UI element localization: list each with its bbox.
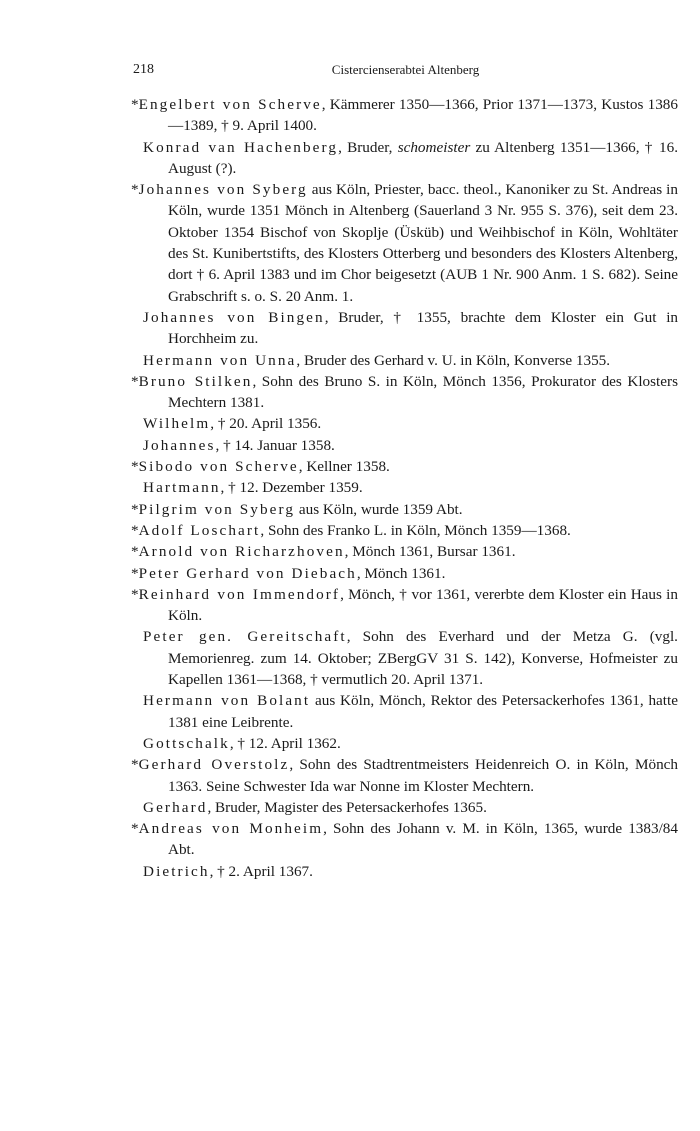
- person-name: Peter Gerhard von Diebach: [138, 564, 357, 582]
- list-item: [131, 754, 678, 797]
- entry-text: , Kämmerer 1350—1366, Prior 1371—1373, Kustos 1386—1389, † 9. April 1400.: [168, 96, 678, 135]
- person-name: Adolf Loschart: [138, 521, 261, 539]
- list-item: [131, 413, 678, 434]
- person-name: Andreas von Monheim: [138, 820, 324, 838]
- entry-text: , Sohn des Everhard und der Metza G. (vgl. Memorienreg. zum 14. Oktober; ZBergGV 31 S. 142), Konverse, Hofmeister zu Kapellen 1361—1368, † vermutlich 20. April 1371.: [168, 628, 678, 689]
- running-head: [133, 62, 678, 82]
- person-name: Reinhard von Immendorf: [138, 585, 341, 603]
- asterisk-marker: *: [131, 756, 139, 774]
- list-item: [131, 797, 678, 818]
- list-item: [131, 435, 678, 456]
- asterisk-marker: *: [131, 181, 139, 199]
- entry-text-continued: zu Altenberg 1351—1366, † 16. August (?).: [168, 138, 678, 177]
- person-name: Bruno Stilken: [138, 372, 253, 390]
- list-item: [131, 371, 678, 414]
- person-name: Hermann von Bolant: [143, 692, 311, 710]
- entry-text: , Sohn des Stadtrentmeisters Heidenreich O. in Köln, Mönch 1363. Seine Schwester Ida war Nonne im Kloster Mechtern.: [168, 756, 679, 795]
- list-item: [131, 94, 678, 137]
- asterisk-marker: *: [131, 521, 139, 539]
- entry-text: , Mönch 1361, Bursar 1361.: [344, 543, 516, 561]
- asterisk-marker: *: [131, 96, 139, 113]
- list-item: [131, 733, 678, 754]
- entry-text: , Mönch, † vor 1361, vererbte dem Kloster ein Haus in Köln.: [168, 585, 678, 625]
- person-name: Gottschalk: [143, 734, 230, 752]
- list-item: [131, 626, 678, 690]
- asterisk-marker: *: [131, 585, 139, 603]
- asterisk-marker: *: [131, 458, 139, 476]
- list-item: [131, 584, 678, 627]
- person-name: Hartmann: [143, 479, 221, 497]
- asterisk-marker: *: [131, 500, 139, 518]
- list-item: [131, 818, 678, 861]
- asterisk-marker: *: [131, 564, 139, 582]
- person-name: Gerhard Overstolz: [138, 756, 290, 774]
- person-name: Wilhelm: [143, 415, 211, 433]
- list-item: [131, 499, 678, 520]
- person-name: Konrad van Hachenberg: [143, 138, 339, 156]
- entry-list: [131, 94, 678, 882]
- entry-text: , Kellner 1358.: [298, 458, 390, 476]
- entry-text: , Bruder des Gerhard v. U. in Köln, Konverse 1355.: [296, 351, 611, 369]
- entry-text: aus Köln, Mönch, Rektor des Petersackerhofes 1361, hatte 1381 eine Leibrente.: [168, 692, 678, 731]
- list-item: [131, 563, 678, 584]
- person-name: Gerhard: [143, 798, 208, 816]
- entry-text: , † 2. April 1367.: [209, 862, 313, 880]
- entry-text: , † 12. Dezember 1359.: [220, 479, 363, 497]
- entry-text: , Bruder, Magister des Petersackerhofes 1365.: [207, 798, 487, 816]
- list-item: [131, 307, 678, 350]
- entry-text: , Sohn des Johann v. M. in Köln, 1365, wurde 1383/84 Abt.: [168, 820, 678, 859]
- person-name: Johannes von Bingen: [143, 308, 325, 326]
- asterisk-marker: *: [131, 820, 139, 838]
- list-item: [131, 477, 678, 498]
- list-item: [131, 861, 678, 882]
- person-name: Pilgrim von Syberg: [138, 500, 296, 518]
- list-item: [131, 137, 678, 180]
- entry-text: , † 14. Januar 1358.: [215, 436, 335, 454]
- entry-text: , Bruder, † 1355, brachte dem Kloster ein Gut in Horchheim zu.: [168, 308, 679, 348]
- person-name: Dietrich: [143, 862, 210, 880]
- asterisk-marker: *: [131, 543, 139, 561]
- list-item: [131, 456, 678, 477]
- person-name: Engelbert von Scherve: [138, 96, 322, 113]
- person-name: Johannes: [143, 436, 216, 454]
- list-item: [131, 690, 678, 733]
- list-item: [131, 541, 678, 562]
- running-title: Cistercienserabtei Altenberg: [331, 62, 480, 77]
- entry-italic-term: schomeister: [397, 138, 471, 156]
- person-name: Sibodo von Scherve: [138, 458, 299, 476]
- person-name: Arnold von Richarzhoven: [138, 543, 345, 561]
- entry-text: aus Köln, wurde 1359 Abt.: [295, 500, 463, 518]
- entry-text: , Sohn des Bruno S. in Köln, Mönch 1356, Prokurator des Klosters Mechtern 1381.: [168, 372, 678, 412]
- asterisk-marker: *: [131, 372, 139, 390]
- list-item: [131, 350, 678, 371]
- entry-text: , Mönch 1361.: [356, 564, 446, 582]
- list-item: [131, 179, 678, 307]
- person-name: Johannes von Syberg: [138, 181, 308, 199]
- person-name: Hermann von Unna: [143, 351, 297, 369]
- list-item: [131, 520, 678, 541]
- entry-text: , † 12. April 1362.: [229, 734, 341, 752]
- entry-text: , Sohn des Franko L. in Köln, Mönch 1359—1368.: [260, 521, 571, 539]
- person-name: Peter gen. Gereitschaft: [143, 628, 347, 646]
- entry-text: , Bruder,: [338, 138, 398, 156]
- entry-text: aus Köln, Priester, bacc. theol., Kanoniker zu St. Andreas in Köln, wurde 1351 Mönch in Altenberg (Sauerland 3 Nr. 955 S. 376), seit dem 23. Oktober 1354 Bischof von Skoplje (Üsküb) und Weihbischof in Köln, Wohltäter des St. Kunibertstifts, des Klosters Otterberg und besonders des Klosters Altenberg, dort † 6. April 1383 und im Chor beigesetzt (AUB 1 Nr. 900 Anm. 1 S. 682). Seine Grabschrift s. o. S. 20 Anm. 1.: [168, 181, 678, 305]
- page-number: 218: [133, 62, 154, 77]
- entry-text: , † 20. April 1356.: [210, 415, 322, 433]
